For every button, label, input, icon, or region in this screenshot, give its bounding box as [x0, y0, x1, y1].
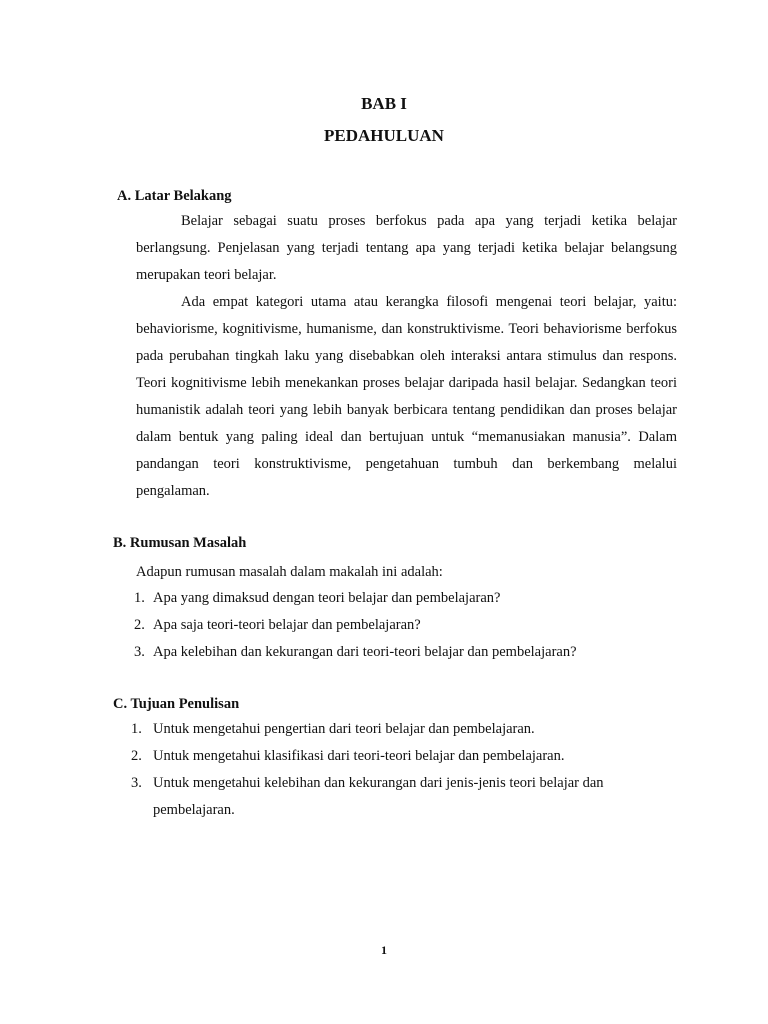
problem-list — [134, 585, 694, 666]
section-c-heading: C. Tujuan Penulisan — [113, 696, 240, 712]
list-item — [131, 716, 631, 743]
objective-list — [131, 716, 631, 824]
list-item-text: Apa saja teori-teori belajar dan pembelajaran? — [153, 617, 421, 633]
list-item-text: Untuk mengetahui pengertian dari teori belajar dan pembelajaran. — [153, 721, 535, 737]
list-item-number: 3. — [131, 775, 142, 791]
list-item-number: 1. — [134, 590, 145, 606]
chapter-label: BAB I — [361, 94, 407, 113]
list-item-number: 2. — [131, 748, 142, 764]
section-b-heading: B. Rumusan Masalah — [113, 535, 247, 551]
list-item-text: Untuk mengetahui klasifikasi dari teori-teori belajar dan pembelajaran. — [153, 748, 565, 764]
list-item-text: Untuk mengetahui kelebihan dan kekurangan dari jenis-jenis teori belajar dan pembelajaran. — [153, 775, 604, 818]
list-item-number: 1. — [131, 721, 142, 737]
list-item-number: 2. — [134, 617, 145, 633]
list-item — [134, 639, 694, 666]
list-item — [131, 743, 631, 770]
list-item — [134, 585, 694, 612]
list-item — [134, 612, 694, 639]
chapter-title: PEDAHULUAN — [324, 126, 444, 145]
section-a-paragraph-1: Belajar sebagai suatu proses berfokus pada apa yang terjadi ketika belajar berlangsung. Penjelasan yang terjadi tentang apa yang terjadi ketika belajar belangsung merupakan teori belajar. — [136, 213, 677, 283]
list-item-text: Apa kelebihan dan kekurangan dari teori-teori belajar dan pembelajaran? — [153, 644, 577, 660]
section-b-intro: Adapun rumusan masalah dalam makalah ini adalah: — [136, 564, 443, 580]
section-a-paragraph-2: Ada empat kategori utama atau kerangka filosofi mengenai teori belajar, yaitu: behaviorisme, kognitivisme, humanisme, dan konstruktivisme. Teori behaviorisme berfokus pada perubahan tingkah laku yang disebabkan oleh interaksi antara stimulus dan respons. Teori kognitivisme lebih menekankan proses belajar daripada hasil belajar. Sedangkan teori humanistik adalah teori yang lebih banyak berbicara tentang pendidikan dan proses belajar dalam bentuk yang paling ideal dan bertujuan untuk “memanusiakan manusia”. Dalam pandangan teori konstruktivisme, pengetahuan tumbuh dan berkembang melalui pengalaman. — [136, 294, 677, 499]
section-a-heading: A. Latar Belakang — [117, 188, 232, 204]
list-item-text: Apa yang dimaksud dengan teori belajar dan pembelajaran? — [153, 590, 501, 606]
list-item — [131, 770, 631, 824]
page-number: 1 — [381, 943, 387, 957]
list-item-number: 3. — [134, 644, 145, 660]
